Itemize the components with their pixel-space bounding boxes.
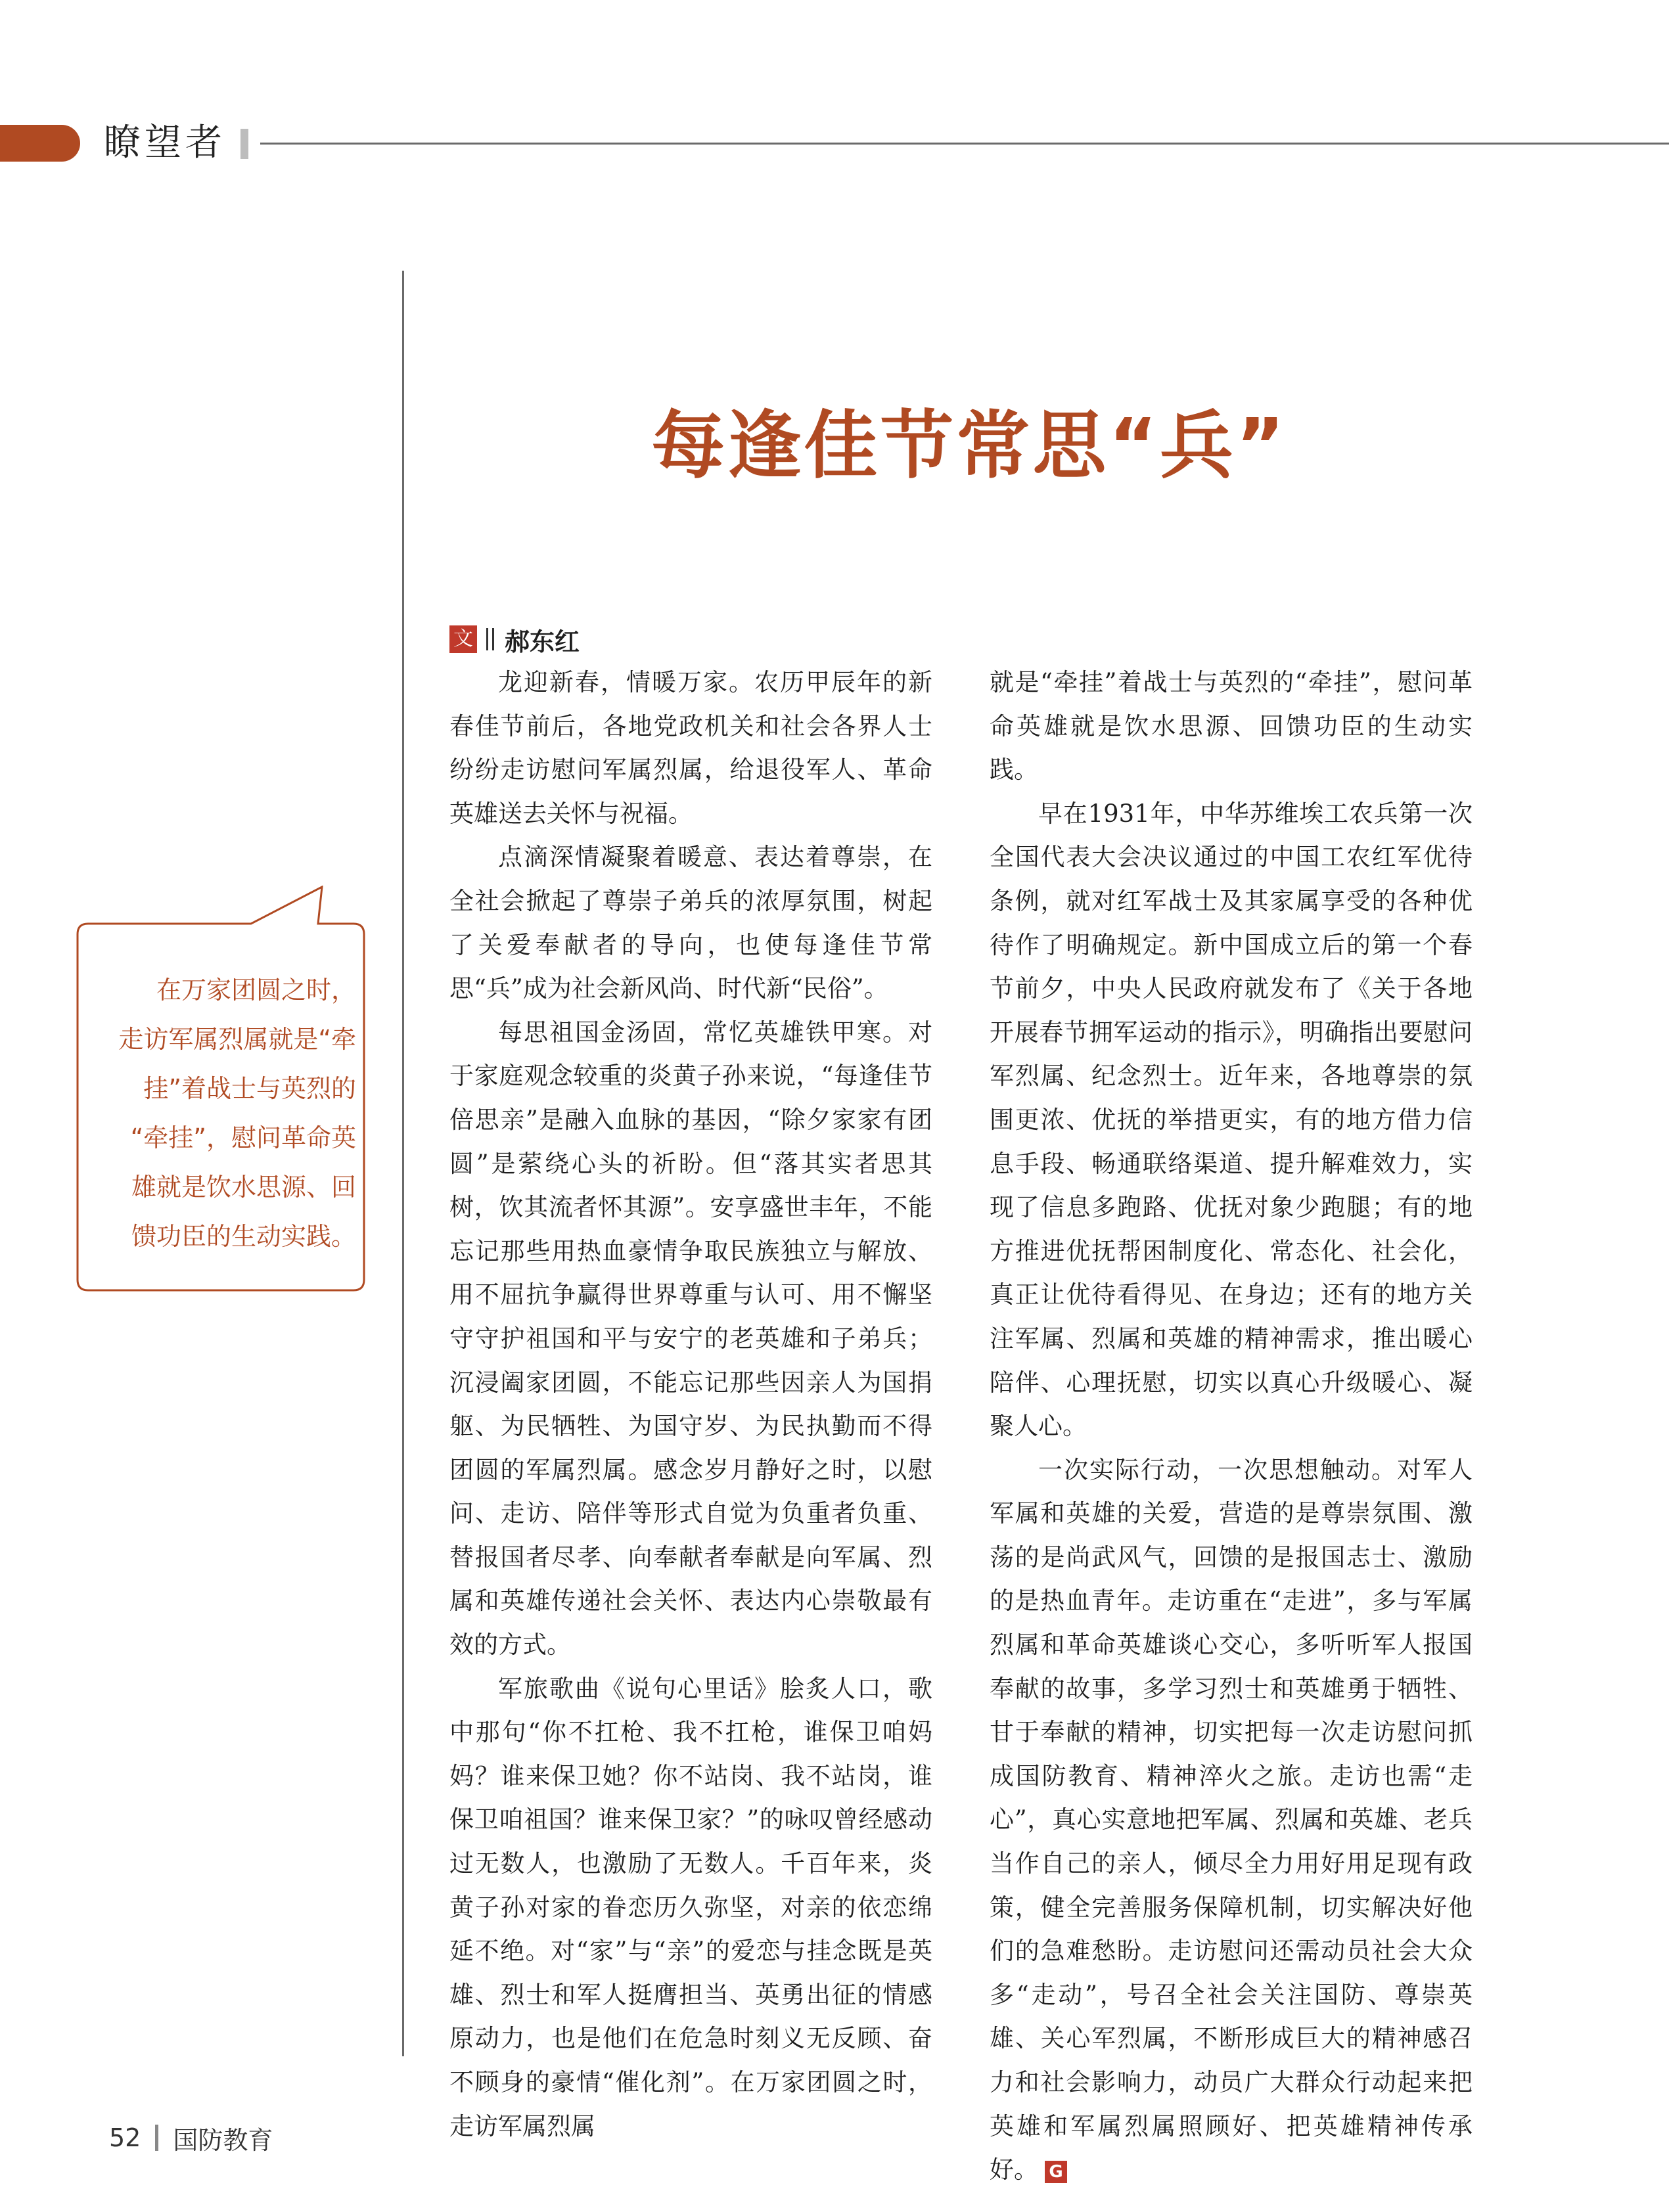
paragraph-text: 一次实际行动，一次思想触动。对军人军属和英雄的关爱，营造的是尊崇氛围、激荡的是尚武风气，回馈的是报国志士、激励的是热血青年。走访重在“走进”，多与军属烈属和革命英雄谈心交心，多听听军人报国奉献的故事，多学习烈士和英雄勇于牺牲、甘于奉献的精神，切实把每一次走访慰问抓成国防教育、精神淬火之旅。走访也需“走心”，真心实意地把军属、烈属和英雄、老兵当作自己的亲人，倾尽全力用好用足现有政策，健全完善服务保障机制，切实解决好他们的急难愁盼。走访慰问还需动员社会大众多“走动”，号召全社会关注国防、尊崇英雄、关心军烈属，不断形成巨大的精神感召力和社会影响力，动员广大群众行动起来把英雄和军属烈属照顾好、把英雄精神传承好。	[990, 1455, 1473, 2184]
byline	[449, 624, 580, 654]
pull-quote-line: “牵挂”，慰问革命英	[130, 1123, 356, 1152]
paragraph: 龙迎新春，情暖万家。农历甲辰年的新春佳节前后，各地党政机关和社会各界人士纷纷走访慰问军属烈属，给退役军人、革命英雄送去关怀与祝福。	[449, 668, 932, 828]
byline-tag: 文	[449, 625, 477, 653]
paragraph	[990, 1449, 1473, 2192]
paragraph: 早在1931年，中华苏维埃工农兵第一次全国代表大会决议通过的中国工农红军优待条例，就对红军战士及其家属享受的各种优待作了明确规定。新中国成立后的第一个春节前夕，中央人民政府就发布了《关于各地开展春节拥军运动的指示》，明确指出要慰问军烈属、纪念烈士。近年来，各地尊崇的氛围更浓、优抚的举措更实，有的地方借力信息手段、畅通联络渠道、提升解难效力，实现了信息多跑路、优抚对象少跑腿；有的地方推进优抚帮困制度化、常态化、社会化，真正让优待看得见、在身边；还有的地方关注军属、烈属和英雄的精神需求，推出暖心陪伴、心理抚慰，切实以真心升级暖心、凝聚人心。	[990, 799, 1473, 1441]
pull-quote-line: 挂”着战士与英烈的	[143, 1074, 356, 1103]
pull-quote-text	[93, 966, 356, 1261]
page-footer	[109, 2121, 273, 2155]
pull-quote-line: 在万家团圆之时，	[156, 976, 356, 1004]
article-column-right	[990, 661, 1473, 2192]
pull-quote-line: 雄就是饮水思源、回	[131, 1173, 356, 1202]
end-mark-icon: G	[1045, 2161, 1067, 2183]
column-divider-rule	[402, 271, 404, 2056]
byline-author: 郝东红	[505, 627, 580, 656]
header-accent-tab	[0, 125, 80, 162]
article-column-left	[449, 661, 932, 2148]
pull-quote-line: 走访军属烈属就是“牵	[118, 1025, 356, 1054]
byline-separator	[492, 628, 494, 650]
paragraph: 每思祖国金汤固，常忆英雄铁甲寒。对于家庭观念较重的炎黄子孙来说，“每逢佳节倍思亲”是融入血脉的基因，“除夕家家有团圆”是萦绕心头的祈盼。但“落其实者思其树，饮其流者怀其源”。安享盛世丰年，不能忘记那些用热血豪情争取民族独立与解放、用不屈抗争赢得世界尊重与认可、用不懈坚守守护祖国和平与安宁的老英雄和子弟兵；沉浸阖家团圆，不能忘记那些因亲人为国捐躯、为民牺牲、为国守岁、为民执勤而不得团圆的军属烈属。感念岁月静好之时，以慰问、走访、陪伴等形式自觉为负重者负重、替报国者尽孝、向奉献者奉献是向军属、烈属和英雄传递社会关怀、表达内心崇敬最有效的方式。	[449, 1018, 932, 1659]
section-label: 瞭望者	[104, 122, 226, 164]
pull-quote-line: 馈功臣的生动实践。	[131, 1222, 356, 1251]
footer-divider	[155, 2125, 158, 2151]
page-number: 52	[109, 2123, 141, 2152]
header-divider-bar	[240, 129, 248, 159]
article-title: 每逢佳节常思“兵”	[651, 403, 1287, 489]
magazine-name: 国防教育	[173, 2125, 273, 2155]
paragraph: 军旅歌曲《说句心里话》脍炙人口，歌中那句“你不扛枪、我不扛枪，谁保卫咱妈妈？谁来保卫她？你不站岗、我不站岗，谁保卫咱祖国？谁来保卫家？”的咏叹曾经感动过无数人，也激励了无数人。千百年来，炎黄子孙对家的眷恋历久弥坚，对亲的依恋绵延不绝。对“家”与“亲”的爱恋与挂念既是英雄、烈士和军人挺膺担当、英勇出征的情感原动力，也是他们在危急时刻义无反顾、奋不顾身的豪情“催化剂”。在万家团圆之时，走访军属烈属	[449, 1674, 932, 2140]
byline-separator	[486, 628, 488, 650]
paragraph-continuation: 就是“牵挂”着战士与英烈的“牵挂”，慰问革命英雄就是饮水思源、回馈功臣的生动实践。	[990, 668, 1473, 784]
header-rule	[260, 143, 1669, 145]
pull-quote-callout	[74, 886, 367, 1293]
paragraph: 点滴深情凝聚着暖意、表达着尊崇，在全社会掀起了尊崇子弟兵的浓厚氛围，树起了关爱奉献者的导向，也使每逢佳节常思“兵”成为社会新风尚、时代新“民俗”。	[449, 843, 932, 1003]
